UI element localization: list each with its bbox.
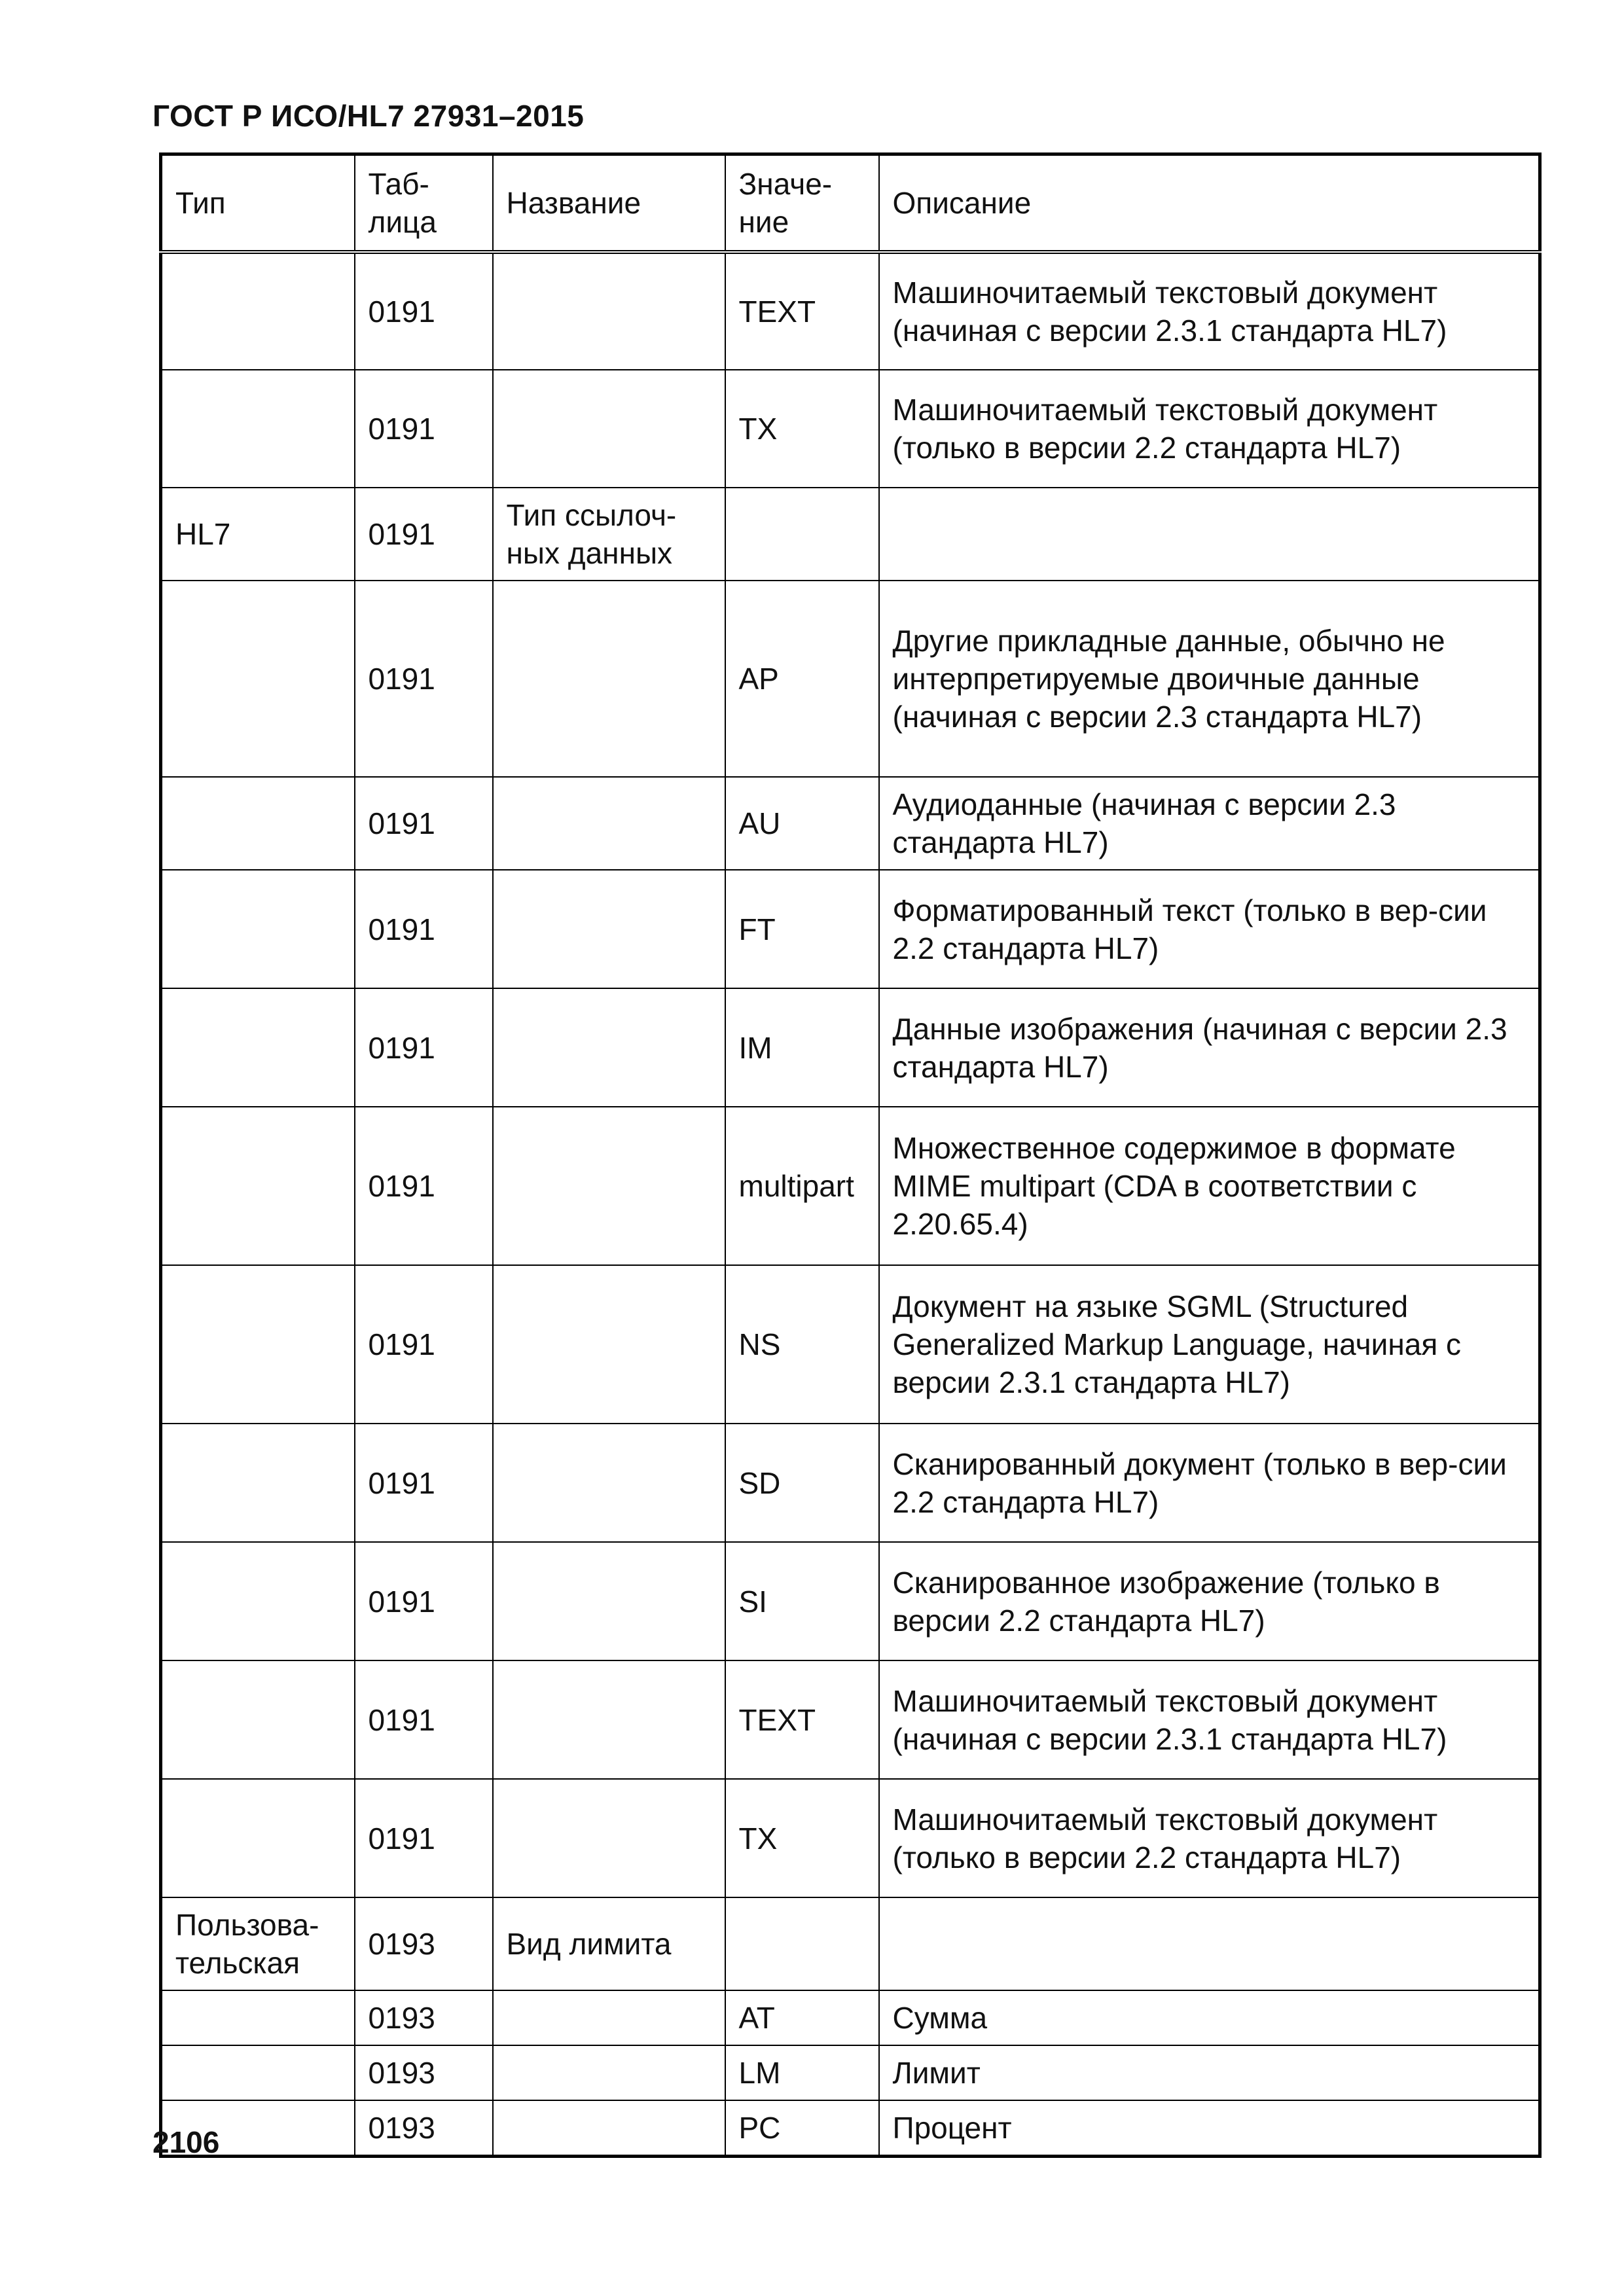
cell-description	[879, 488, 1540, 581]
cell-type	[161, 1542, 355, 1660]
cell-description: Машиночитаемый текстовый документ (начиная с версии 2.3.1 стандарта HL7)	[879, 1660, 1540, 1779]
cell-type	[161, 777, 355, 870]
cell-name	[493, 1424, 725, 1542]
cell-description: Машиночитаемый текстовый документ (только в версии 2.2 стандарта HL7)	[879, 370, 1540, 488]
cell-table: 0191	[355, 1660, 493, 1779]
cell-type	[161, 988, 355, 1107]
cell-description: Другие прикладные данные, обычно не интерпретируемые двоичные данные (начиная с версии 2.3 стандарта HL7)	[879, 581, 1540, 777]
cell-type	[161, 370, 355, 488]
cell-description: Процент	[879, 2100, 1540, 2157]
cell-table: 0191	[355, 1424, 493, 1542]
cell-table: 0191	[355, 870, 493, 988]
cell-value: SD	[725, 1424, 879, 1542]
cell-value: FT	[725, 870, 879, 988]
cell-table: 0191	[355, 488, 493, 581]
cell-type: HL7	[161, 488, 355, 581]
cell-table: 0191	[355, 988, 493, 1107]
cell-table: 0191	[355, 1542, 493, 1660]
cell-name	[493, 1542, 725, 1660]
table-row	[161, 777, 1540, 870]
cell-type	[161, 1990, 355, 2045]
cell-value	[725, 1897, 879, 1990]
cell-value: TX	[725, 370, 879, 488]
cell-type	[161, 581, 355, 777]
table-row	[161, 1779, 1540, 1897]
cell-value: AU	[725, 777, 879, 870]
cell-table: 0191	[355, 252, 493, 370]
cell-description: Данные изображения (начиная с версии 2.3 стандарта HL7)	[879, 988, 1540, 1107]
cell-type	[161, 252, 355, 370]
cell-table: 0191	[355, 777, 493, 870]
cell-description: Аудиоданные (начиная с версии 2.3 стандарта HL7)	[879, 777, 1540, 870]
cell-description: Сканированный документ (только в вер-сии 2.2 стандарта HL7)	[879, 1424, 1540, 1542]
document-header: ГОСТ Р ИСО/HL7 27931–2015	[153, 99, 585, 133]
cell-description: Документ на языке SGML (Structured Generalized Markup Language, начиная с версии 2.3.1 стандарта HL7)	[879, 1265, 1540, 1424]
cell-name: Вид лимита	[493, 1897, 725, 1990]
code-table	[159, 152, 1542, 2158]
column-header-name: Название	[493, 154, 725, 253]
table-row	[161, 1265, 1540, 1424]
table-body	[161, 252, 1540, 2157]
cell-table: 0193	[355, 2100, 493, 2157]
cell-value: TX	[725, 1779, 879, 1897]
cell-description: Сканированное изображение (только в версии 2.2 стандарта HL7)	[879, 1542, 1540, 1660]
cell-name	[493, 2100, 725, 2157]
cell-name	[493, 2045, 725, 2100]
cell-description: Машиночитаемый текстовый документ (только в версии 2.2 стандарта HL7)	[879, 1779, 1540, 1897]
cell-type	[161, 1660, 355, 1779]
cell-table: 0193	[355, 2045, 493, 2100]
table-header	[161, 154, 1540, 253]
cell-value: LM	[725, 2045, 879, 2100]
cell-name: Тип ссылоч-ных данных	[493, 488, 725, 581]
cell-type	[161, 1424, 355, 1542]
cell-type	[161, 2045, 355, 2100]
table-row	[161, 1107, 1540, 1265]
cell-table: 0193	[355, 1990, 493, 2045]
cell-name	[493, 1107, 725, 1265]
cell-name	[493, 1990, 725, 2045]
table-row	[161, 488, 1540, 581]
cell-value: TEXT	[725, 252, 879, 370]
cell-description: Форматированный текст (только в вер-сии 2.2 стандарта HL7)	[879, 870, 1540, 988]
cell-name	[493, 1660, 725, 1779]
cell-description: Множественное содержимое в формате MIME multipart (CDA в соответствии с 2.20.65.4)	[879, 1107, 1540, 1265]
cell-value: AT	[725, 1990, 879, 2045]
cell-value: PC	[725, 2100, 879, 2157]
cell-value: TEXT	[725, 1660, 879, 1779]
table-row	[161, 1542, 1540, 1660]
cell-name	[493, 252, 725, 370]
table-row	[161, 370, 1540, 488]
cell-table: 0191	[355, 370, 493, 488]
table-row	[161, 870, 1540, 988]
table-row	[161, 2045, 1540, 2100]
column-header-description: Описание	[879, 154, 1540, 253]
table-row	[161, 1424, 1540, 1542]
cell-type	[161, 870, 355, 988]
cell-value: SI	[725, 1542, 879, 1660]
table-row	[161, 1897, 1540, 1990]
column-header-table: Таб- лица	[355, 154, 493, 253]
cell-name	[493, 870, 725, 988]
cell-description: Лимит	[879, 2045, 1540, 2100]
cell-name	[493, 988, 725, 1107]
cell-description: Сумма	[879, 1990, 1540, 2045]
cell-table: 0191	[355, 1107, 493, 1265]
cell-type	[161, 1265, 355, 1424]
table-row	[161, 1990, 1540, 2045]
column-header-type: Тип	[161, 154, 355, 253]
cell-name	[493, 777, 725, 870]
cell-value: multipart	[725, 1107, 879, 1265]
cell-name	[493, 581, 725, 777]
cell-type	[161, 1779, 355, 1897]
cell-description	[879, 1897, 1540, 1990]
page-number: 2106	[153, 2125, 220, 2159]
column-header-value: Значе- ние	[725, 154, 879, 253]
cell-type	[161, 1107, 355, 1265]
cell-type: Пользова-тельская	[161, 1897, 355, 1990]
cell-name	[493, 1779, 725, 1897]
cell-value	[725, 488, 879, 581]
cell-value: NS	[725, 1265, 879, 1424]
table-row	[161, 581, 1540, 777]
table-row	[161, 252, 1540, 370]
cell-value: AP	[725, 581, 879, 777]
cell-table: 0191	[355, 1265, 493, 1424]
table-row	[161, 988, 1540, 1107]
cell-name	[493, 370, 725, 488]
cell-name	[493, 1265, 725, 1424]
cell-table: 0191	[355, 1779, 493, 1897]
table-row	[161, 1660, 1540, 1779]
cell-description: Машиночитаемый текстовый документ (начиная с версии 2.3.1 стандарта HL7)	[879, 252, 1540, 370]
cell-table: 0193	[355, 1897, 493, 1990]
cell-value: IM	[725, 988, 879, 1107]
table-row	[161, 2100, 1540, 2157]
cell-table: 0191	[355, 581, 493, 777]
